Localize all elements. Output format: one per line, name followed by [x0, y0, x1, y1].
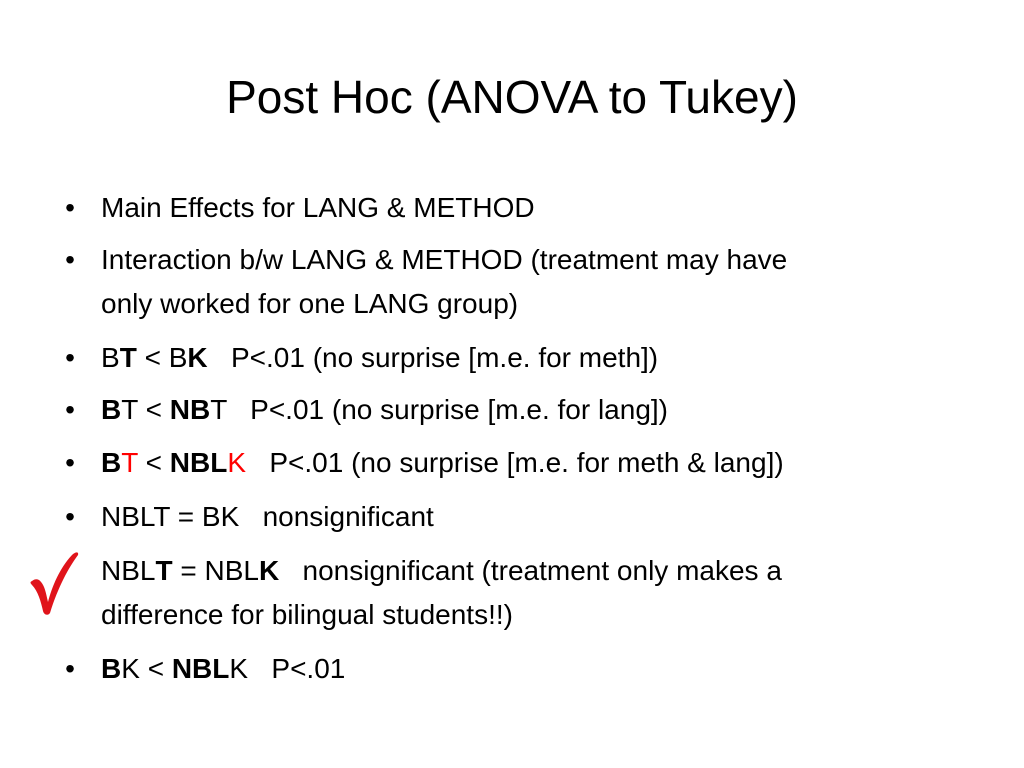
text-run: B: [101, 653, 122, 684]
bullet-text: [101, 549, 941, 637]
bullet-text: [101, 441, 941, 485]
text-run: P<.01 (no surprise [m.e. for meth]): [207, 342, 659, 373]
bullet-text-line: [101, 186, 941, 230]
bullet-text-line: [101, 336, 941, 380]
bullet-text-line: [101, 549, 941, 593]
text-run: K: [258, 555, 280, 586]
bullet-dot: •: [65, 501, 75, 532]
bullet-text: [101, 647, 941, 691]
text-run: B: [101, 394, 122, 425]
bullet-text-line: [101, 238, 941, 282]
text-run: K: [187, 342, 208, 373]
text-run: P<.01 (no surprise [m.e. for meth & lang]): [246, 447, 784, 478]
bullet-dot: •: [65, 192, 75, 223]
bullet-text-line: [101, 388, 941, 432]
text-run: Main Effects for LANG & METHOD: [101, 192, 535, 223]
text-run: = NBL: [172, 555, 259, 586]
text-run: NBL: [169, 447, 228, 478]
bullet-dot: •: [65, 653, 75, 684]
text-run: K P<.01: [229, 653, 346, 684]
bullet-text: [101, 186, 941, 230]
bullet-text: [101, 238, 941, 326]
bullet-text-line: [101, 647, 941, 691]
text-run: NB: [169, 394, 211, 425]
bullet-text: [101, 336, 941, 380]
text-run: <: [137, 447, 170, 478]
text-run: T P<.01 (no surprise [m.e. for lang]): [210, 394, 668, 425]
text-run: < B: [136, 342, 188, 373]
text-run: B: [101, 342, 120, 373]
bullet-dot: •: [65, 342, 75, 373]
text-run: only worked for one LANG group): [101, 288, 519, 319]
bullet-text-line: [101, 441, 941, 485]
text-run: T: [155, 555, 173, 586]
text-run: T: [119, 342, 137, 373]
bullet-text-line: [101, 495, 941, 539]
text-run: difference for bilingual students!!): [101, 599, 513, 630]
bullet-text: [101, 495, 941, 539]
bullet-text: [101, 388, 941, 432]
text-run: NBLT = BK nonsignificant: [101, 501, 434, 532]
bullet-dot: •: [65, 244, 75, 275]
bullet-text-line: [101, 282, 941, 326]
text-run: nonsignificant (treatment only makes a: [279, 555, 782, 586]
bullet-text-line: [101, 593, 941, 637]
text-run: T: [121, 447, 138, 478]
text-run: K: [227, 447, 246, 478]
text-run: NBL: [171, 653, 230, 684]
text-run: Interaction b/w LANG & METHOD (treatment may have: [101, 244, 788, 275]
bullet-dot: •: [65, 447, 75, 478]
text-run: K <: [121, 653, 172, 684]
text-run: NBL: [101, 555, 156, 586]
text-run: T <: [121, 394, 170, 425]
bullet-dot: •: [65, 394, 75, 425]
checkmark-icon: [28, 547, 82, 615]
slide-title: Post Hoc (ANOVA to Tukey): [226, 71, 798, 123]
text-run: B: [101, 447, 122, 478]
